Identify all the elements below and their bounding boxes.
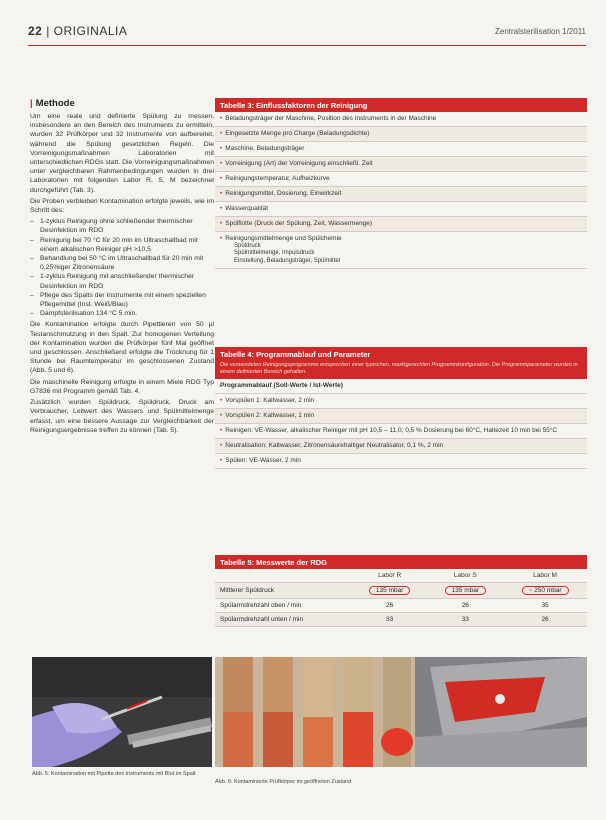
cell: 135 mbar: [427, 583, 503, 599]
table-row: • Reinigungstemperatur, Aufheizkurve: [215, 172, 587, 187]
section-marker: |: [30, 98, 33, 109]
table-row: • Reinigungsmittel, Dosierung, Einwirkzeit: [215, 187, 587, 202]
column-header: [215, 569, 352, 583]
table-5-grid: [215, 569, 587, 627]
list-item: – Dampfsterilisation 134 °C 5 min.: [30, 309, 214, 318]
row-label: Spülarmdrehzahl oben / min: [215, 599, 352, 613]
table-row: • Spülflotte (Druck der Spülung, Zeit, Wassermenge): [215, 217, 587, 232]
list-item: – Behandlung bei 50 °C im Ultraschallbad für 20 min mit 0,25%iger Zitronensäure: [30, 254, 214, 272]
column-header: Labor R: [352, 569, 428, 583]
section-title: [30, 98, 214, 109]
table-5: [215, 555, 587, 627]
paragraph-4: Die maschinelle Reinigung erfolgte in einem Miele RDG Typ G7836 mit Programm gemäß Tab. 4.: [30, 378, 214, 395]
table-4-subtitle: Die verwendeten Reinigungsprogramme entsprechen einer typischen, marktgerechten Programmkonfiguration. Die Programmparameter wurden in einem definierten Bereich gehalten.: [215, 361, 587, 379]
table-row: • Vorspülen 1: Kaltwasser, 2 min: [215, 394, 587, 409]
table-4: [215, 347, 587, 469]
cell: 35: [503, 599, 587, 613]
cell: 33: [352, 613, 428, 627]
procedure-list: [30, 217, 214, 318]
sub-item: Spülmittelmenge, Impulsdruck: [234, 250, 315, 257]
cell: 33: [427, 613, 503, 627]
sub-item: Spüldruck: [234, 243, 261, 249]
table-4-header: Programmablauf (Soll-Werte / Ist-Werte): [215, 379, 587, 394]
cell: 26: [503, 613, 587, 627]
table-5-title: Tabelle 5: Messwerte der RDG: [215, 555, 587, 569]
table-row: • Vorspülen 2: Kaltwasser, 1 min: [215, 409, 587, 424]
table-row: [215, 613, 587, 627]
left-column: [30, 98, 214, 437]
table-row: • Beladungsträger der Maschine, Position des Instruments in der Maschine: [215, 112, 587, 127]
page-number: 22: [28, 24, 43, 38]
cell: 135 mbar: [352, 583, 428, 599]
figure-5-caption: Abb. 5: Kontamination mit Pipette des Instruments mit Blut im Spalt: [32, 771, 196, 777]
table-row: • Spülen: VE-Wasser, 2 min: [215, 454, 587, 469]
table-row: • Neutralisation: Kaltwasser, Zitronensäurehaltiger Neutralisator, 0,1 %, 2 min: [215, 439, 587, 454]
table-row: • Maschine, Beladungsträger: [215, 142, 587, 157]
list-item: – 1-zyklus Reinigung ohne schließender thermischer Desinfektion im RDG: [30, 217, 214, 235]
table-row: [215, 583, 587, 599]
paragraph-2: Die Proben verbleiben Kontamination erfolgte jeweils, wie im Schritt des:: [30, 197, 214, 215]
table-row: • Reinigen: VE-Wasser, alkalischer Reiniger mit pH 10,5 – 11,0, 0,5 % Dosierung bei 60°C, Haltezeit 10 min bei 55°C: [215, 424, 587, 439]
page-header: [28, 24, 586, 46]
test-pieces-image: [215, 657, 587, 767]
list-item: – Reinigung bei 70 °C für 20 min im Ultraschallbad mit einem alkalischen Reiniger pH >10,5: [30, 236, 214, 254]
table-row: • Vorreinigung (Art) der Vorreinigung einschließl. Zeit: [215, 157, 587, 172]
row-label: Mittlerer Spüldruck: [215, 583, 352, 599]
column-header: Labor S: [427, 569, 503, 583]
table-row: • Eingesetzte Menge pro Charge (Beladungsdichte): [215, 127, 587, 142]
section-name: ORIGINALIA: [53, 24, 128, 38]
paragraph-1: Um eine reale und definierte Spülung zu messen, insbesondere an den Bereich des Instruments zu ermitteln, wurden 32 Prüfkörper und 32 Instrumente von aufbereitet, während die Spülung gesetzlichen Regeln. Die Vorreinigungsmaßnahmen Laboratorien mit unterschiedlichen RDGs statt. Die Vorreinigungsmaßnahmen unter vergleichbaren Rahmenbedingungen wurden in drei Laboratorien mit folgenden Labor R, S, M bezeichnet durchgeführt (Tab. 3).: [30, 113, 214, 194]
sub-item: Einstellung, Beladungsträger, Spülmittel: [234, 257, 341, 264]
table-4-title: Tabelle 4: Programmablauf und Parameter: [215, 347, 587, 361]
paragraph-3: Die Kontamination erfolgte durch Pipettieren von 50 µl Testanschmutzung in den Spalt. Zur homogenen Verteilung der Kontamination wurden die Prüfkörper fünf Mal geöffnet und geschlossen. Anschließend erfolgte die Trocknung für 1 Stunde bei Raumtemperatur im geschlossenen Zustand (Abb. 5 und 6).: [30, 321, 214, 375]
pipette-image: [32, 657, 212, 767]
table-3: [215, 98, 587, 269]
paragraph-5: Zusätzlich wurden Spüldruck, Spüldruck, Druck am Verbraucher, Leitwert des Wassers und Spülmittelmenge erfasst, um eine bessere Aussage zur Vergleichbarkeit der Reinigungsergebnisse treffen zu können (Tab. 5).: [30, 399, 214, 434]
header-separator: |: [46, 24, 54, 38]
photo-test-pieces: [215, 657, 587, 767]
header-left: [28, 24, 127, 38]
photo-pipette: [32, 657, 212, 767]
journal-name: Zentralsterilisation 1/2011: [494, 27, 586, 36]
section-title-text: Methode: [35, 98, 75, 109]
table-row: • Wasserqualität: [215, 202, 587, 217]
table-header-row: [215, 569, 587, 583]
table-row: [215, 599, 587, 613]
cell: 26: [427, 599, 503, 613]
cell: 26: [352, 599, 428, 613]
table-3-title: Tabelle 3: Einflussfaktoren der Reinigung: [215, 98, 587, 112]
column-header: Labor M: [503, 569, 587, 583]
list-item: – 1-zyklus Reinigung mit anschließender thermischer Desinfektion im RDG: [30, 272, 214, 290]
table-row: • Reinigungsmittelmenge und Spülchemie Spüldruck Spülmittelmenge, Impulsdruck Einstellung, Beladungsträger, Spülmittel: [215, 232, 587, 269]
figure-6-caption: Abb. 6: Kontaminierte Prüfkörper im geöffneten Zustand: [215, 779, 352, 785]
row-label: Spülarmdrehzahl unten / min: [215, 613, 352, 627]
cell: ~ 250 mbar: [503, 583, 587, 599]
list-item: – Pflege des Spalts der Instrumente mit einem speziellen Pflegemittel (Inst. Weiß/Blau): [30, 291, 214, 309]
